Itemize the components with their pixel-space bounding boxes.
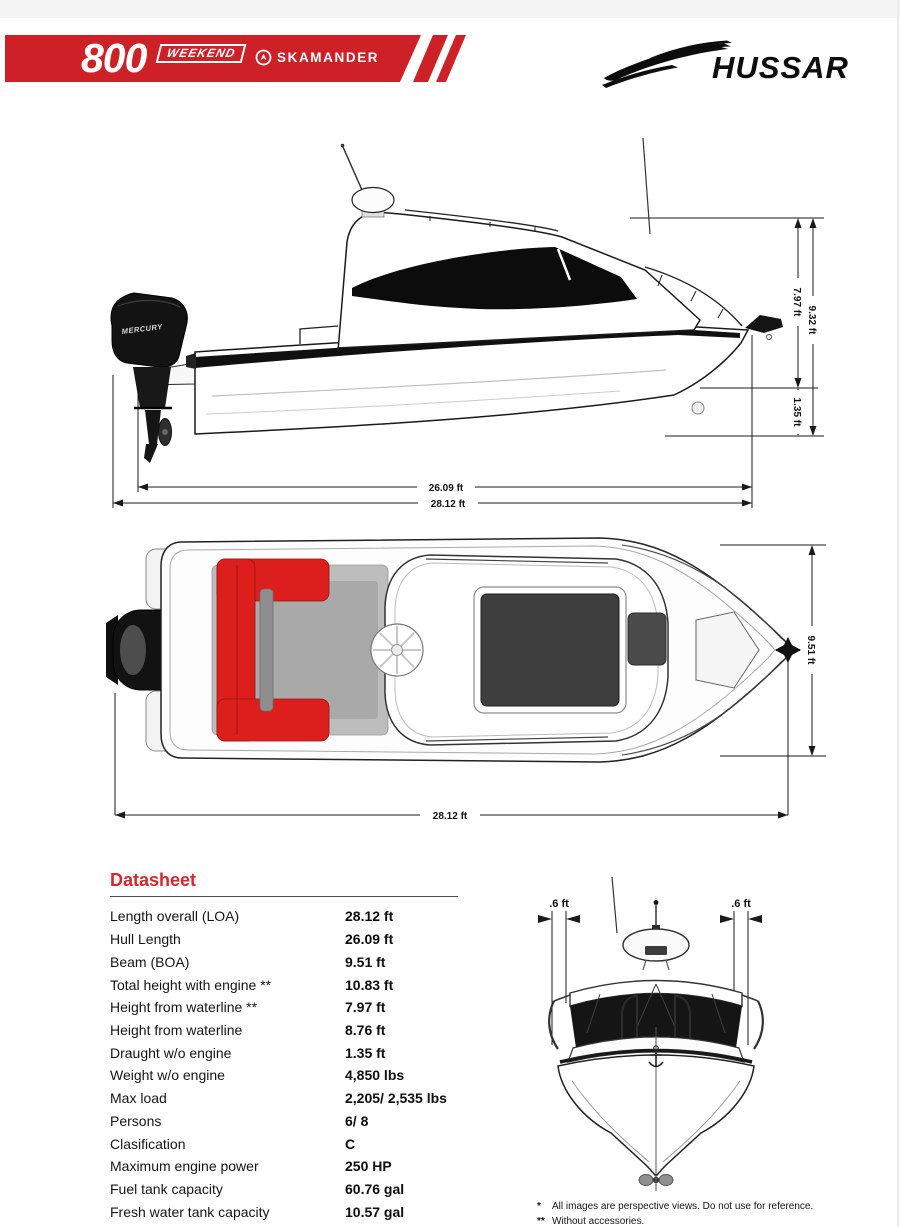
spec-value: 2,205/ 2,535 lbs (345, 1090, 447, 1107)
radar-dome (352, 188, 394, 213)
spec-table (110, 905, 460, 1223)
footnotes (537, 1199, 887, 1227)
roof-skylight (481, 594, 619, 706)
table-row (110, 1200, 460, 1223)
spec-label: Total height with engine ** (110, 976, 272, 993)
bow-thruster (692, 402, 704, 414)
spec-value: 1.35 ft (345, 1044, 386, 1061)
dim-beam (805, 626, 819, 674)
table-row (110, 996, 460, 1019)
spec-value: 6/ 8 (345, 1112, 369, 1129)
table-row (110, 1109, 460, 1132)
table-row (110, 928, 460, 951)
top-view-boat (106, 538, 801, 762)
page-top-strip (0, 0, 900, 18)
spec-label: Height from waterline ** (110, 999, 258, 1016)
spec-value: 4,850 lbs (345, 1067, 405, 1084)
footnote (537, 1214, 887, 1227)
top-view-drawing (100, 525, 840, 825)
spec-label: Length overall (LOA) (110, 908, 240, 925)
footnote (537, 1199, 887, 1214)
engine-brand-label: MERCURY (121, 322, 164, 336)
antenna (343, 147, 362, 190)
spec-label: Persons (110, 1112, 162, 1129)
spec-label: Weight w/o engine (110, 1067, 225, 1084)
spec-value: 26.09 ft (345, 931, 394, 948)
cockpit-table (371, 624, 423, 676)
spec-label: Height from waterline (110, 1021, 243, 1038)
spec-value: C (345, 1135, 356, 1152)
spec-label: Fuel tank capacity (110, 1180, 223, 1197)
hussar-logo (600, 38, 885, 90)
footnote-text: All images are perspective views. Do not use for reference. (552, 1201, 814, 1212)
svg-text:9.51 ft: 9.51 ft (805, 635, 816, 665)
table-row (110, 1178, 460, 1201)
spec-value: 7.97 ft (345, 999, 386, 1016)
model-banner (5, 35, 475, 82)
dim-left-side-deck: .6 ft (549, 898, 569, 910)
table-row (110, 1087, 460, 1110)
spec-value: 250 HP (345, 1158, 392, 1175)
propeller (639, 1175, 673, 1192)
whip-antenna (643, 138, 650, 234)
table-row (110, 1064, 460, 1087)
spec-label: Clasification (110, 1135, 186, 1152)
footnote-marker: ** (537, 1216, 545, 1227)
datasheet-title: Datasheet (110, 870, 197, 890)
spec-value: 28.12 ft (345, 908, 394, 925)
spec-value: 60.76 gal (345, 1180, 405, 1197)
table-row (110, 1041, 460, 1064)
table-row (110, 973, 460, 996)
dim-right-side-deck: .6 ft (731, 898, 751, 910)
edition-badge: WEEKEND (156, 44, 247, 63)
dim-height-overall (806, 296, 820, 344)
table-row (110, 1132, 460, 1155)
model-number: 800 (81, 35, 147, 81)
svg-text:1.35 ft: 1.35 ft (791, 397, 802, 427)
side-view-drawing (100, 130, 840, 520)
radar-dome (623, 929, 689, 961)
spec-label: Hull Length (110, 931, 181, 948)
footnote-marker: * (537, 1201, 541, 1212)
spec-label: Beam (BOA) (110, 953, 190, 970)
spec-label: Max load (110, 1090, 167, 1107)
side-view-boat (111, 138, 783, 463)
table-row (110, 905, 460, 928)
spec-value: 8.76 ft (345, 1021, 386, 1038)
skamander-logo (255, 49, 379, 66)
spec-label: Fresh water tank capacity (110, 1203, 270, 1220)
table-row (110, 1019, 460, 1042)
dim-top-length-overall: 28.12 ft (432, 811, 468, 822)
spec-value: 10.83 ft (345, 976, 394, 993)
svg-text:7.97 ft: 7.97 ft (791, 287, 802, 317)
spec-label: Maximum engine power (110, 1158, 259, 1175)
dim-length-overall: 28.12 ft (430, 499, 466, 510)
spec-value: 10.57 gal (345, 1203, 405, 1220)
table-row (110, 950, 460, 973)
front-view-boat (549, 900, 763, 1191)
page-right-edge (897, 0, 899, 1227)
antenna (612, 877, 617, 933)
skamander-wordmark: SKAMANDER (277, 50, 380, 65)
dim-hull-length: 26.09 ft (428, 483, 464, 494)
spec-value: 9.51 ft (345, 953, 386, 970)
skamander-icon (255, 49, 272, 66)
front-view-drawing (525, 875, 775, 1195)
hussar-wordmark: HUSSAR (712, 50, 849, 85)
table-row (110, 1155, 460, 1178)
footnote-text: Without accessories. (552, 1216, 645, 1227)
svg-text:9.32 ft: 9.32 ft (806, 305, 817, 335)
dim-height-waterline (791, 278, 805, 326)
datasheet-rule (110, 896, 458, 897)
dim-draught (791, 390, 805, 434)
roof-hatch (628, 613, 666, 665)
spec-label: Draught w/o engine (110, 1044, 232, 1061)
anchor-roller (745, 315, 783, 333)
